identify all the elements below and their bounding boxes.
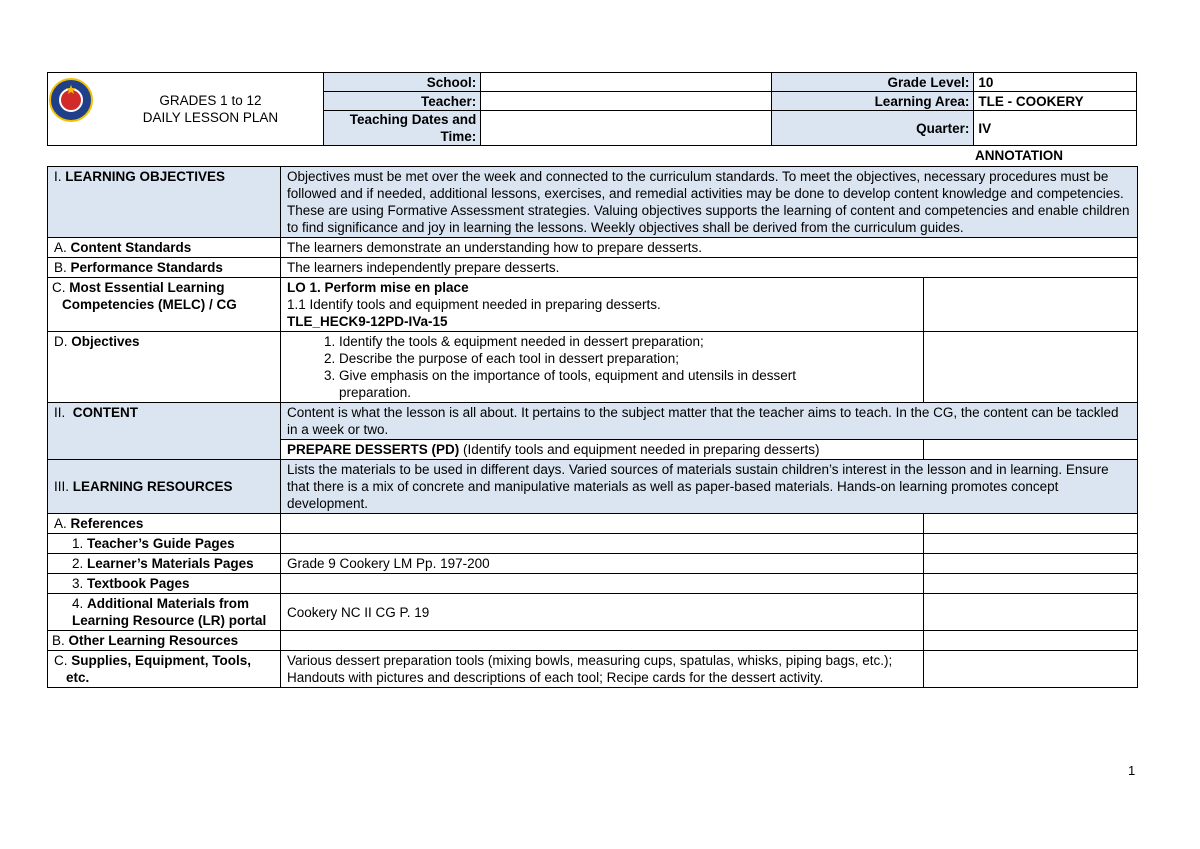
item-title: Most Essential Learning Competencies (MELC) / CG [62, 280, 237, 312]
seal-star-icon: ★ [65, 82, 77, 97]
learning-area-field[interactable]: TLE - COOKERY [974, 92, 1137, 111]
content-heading [48, 403, 281, 460]
performance-standards-label [48, 258, 281, 278]
resources-description: Lists the materials to be used in different days. Varied sources of materials sustain children’s interest in the lesson and in learning. Ensure that there is a mix of concrete and manipulative materials as well as paper-based materials. Hands-on learning promotes concept development. [281, 460, 1138, 514]
teacher-label: Teacher: [323, 92, 480, 111]
supplies-row [48, 651, 1138, 688]
header-table [47, 72, 1137, 146]
item-number: 1. [72, 536, 84, 551]
item-title: Performance Standards [70, 260, 223, 275]
item-title: References [70, 516, 144, 531]
grades-label: GRADES 1 to 12 [159, 93, 262, 108]
topic-detail: (Identify tools and equipment needed in preparing desserts) [463, 442, 820, 457]
item-number: 2. [72, 556, 84, 571]
melc-content [281, 278, 924, 332]
section-number: I. [54, 169, 62, 184]
competency-item: 1.1 Identify tools and equipment needed in preparing desserts. [287, 297, 661, 312]
teaching-dates-field[interactable] [481, 111, 772, 146]
content-row [48, 403, 1138, 440]
objectives-d-annotation[interactable] [924, 332, 1138, 403]
teachers-guide-label [48, 534, 281, 554]
supplies-annotation[interactable] [924, 651, 1138, 688]
item-letter: C. [54, 653, 68, 668]
item-letter: B. [52, 633, 65, 648]
item-number: 3. [72, 576, 84, 591]
lesson-plan-table [47, 166, 1137, 688]
item-letter: A. [54, 240, 67, 255]
item-title: Supplies, Equipment, Tools, etc. [66, 653, 252, 685]
objectives-d-row [48, 332, 1138, 403]
plan-label: DAILY LESSON PLAN [142, 110, 279, 125]
content-standards-text: The learners demonstrate an understanding how to prepare desserts. [281, 238, 1138, 258]
additional-materials-row [48, 594, 1138, 631]
item-title: Learner’s Materials Pages [87, 556, 254, 571]
other-resources-row [48, 631, 1138, 651]
textbook-label [48, 574, 281, 594]
supplies-label [48, 651, 281, 688]
textbook-row [48, 574, 1138, 594]
item-letter: A. [54, 516, 67, 531]
learners-materials-row [48, 554, 1138, 574]
school-label: School: [323, 73, 480, 92]
school-field[interactable] [481, 73, 772, 92]
teachers-guide-row [48, 534, 1138, 554]
section-number: III. [54, 479, 70, 494]
textbook-annotation[interactable] [924, 574, 1138, 594]
item-title: Objectives [71, 334, 140, 349]
other-resources-annotation[interactable] [924, 631, 1138, 651]
resources-row [48, 460, 1138, 514]
learners-materials-label [48, 554, 281, 574]
quarter-field[interactable]: IV [974, 111, 1137, 146]
performance-standards-row [48, 258, 1138, 278]
textbook-value[interactable] [281, 574, 924, 594]
section-title: CONTENT [72, 405, 139, 420]
melc-row [48, 278, 1138, 332]
learning-area-label: Learning Area: [771, 92, 973, 111]
deped-seal-logo [49, 78, 93, 122]
item-letter: B. [54, 260, 67, 275]
objectives-description: Objectives must be met over the week and connected to the curriculum standards. To meet the objectives, necessary procedures must be followed and if needed, additional lessons, exercises, and remedial activities may be done to develop content knowledge and competencies. These are using Formative Assessment strategies. Valuing objectives supports the learning of content and competencies and enable children to find significance and joy in learning the lessons. Weekly objectives shall be derived from the curriculum guides. [281, 167, 1138, 238]
melc-annotation[interactable] [924, 278, 1138, 332]
teachers-guide-value[interactable] [281, 534, 924, 554]
teacher-field[interactable] [481, 92, 772, 111]
page-number: 1 [1128, 763, 1136, 778]
supplies-value[interactable]: Various dessert preparation tools (mixing bowls, measuring cups, spatulas, whisks, piping bags, etc.); Handouts with pictures and descriptions of each tool; Recipe cards for the dessert activity. [281, 651, 924, 688]
references-value[interactable] [281, 514, 924, 534]
content-annotation[interactable] [924, 440, 1138, 460]
item-letter: C. [52, 280, 66, 295]
performance-standards-text: The learners independently prepare desserts. [281, 258, 1138, 278]
item-letter: D. [54, 334, 68, 349]
item-title: Textbook Pages [87, 576, 190, 591]
learners-materials-value[interactable]: Grade 9 Cookery LM Pp. 197-200 [281, 554, 924, 574]
objectives-row [48, 167, 1138, 238]
grade-level-label: Grade Level: [771, 73, 973, 92]
section-number: II. [54, 405, 66, 420]
content-topic [281, 440, 924, 460]
additional-materials-annotation[interactable] [924, 594, 1138, 631]
teachers-guide-annotation[interactable] [924, 534, 1138, 554]
header-block [47, 72, 1137, 144]
content-standards-row [48, 238, 1138, 258]
quarter-label: Quarter: [771, 111, 973, 146]
other-resources-value[interactable] [281, 631, 924, 651]
competency-code: TLE_HECK9-12PD-IVa-15 [287, 314, 448, 329]
objective-item: 3. Give emphasis on the importance of tools, equipment and utensils in dessert preparation. [339, 367, 917, 401]
section-title: LEARNING OBJECTIVES [65, 169, 226, 184]
references-row [48, 514, 1138, 534]
item-title: Teacher’s Guide Pages [87, 536, 235, 551]
teaching-dates-label: Teaching Dates and Time: [323, 111, 480, 146]
grade-level-field[interactable]: 10 [974, 73, 1137, 92]
melc-label [48, 278, 281, 332]
objective-item: 1. Identify the tools & equipment needed in dessert preparation; [339, 333, 917, 350]
objective-item: 2. Describe the purpose of each tool in dessert preparation; [339, 350, 917, 367]
annotation-heading: ANNOTATION [975, 148, 1063, 163]
references-annotation[interactable] [924, 514, 1138, 534]
topic-title: PREPARE DESSERTS (PD) [287, 442, 460, 457]
item-number: 4. [72, 596, 84, 611]
content-description: Content is what the lesson is all about. It pertains to the subject matter that the teacher aims to teach. In the CG, the content can be tackled in a week or two. [281, 403, 1138, 440]
objectives-d-list [281, 332, 924, 403]
content-standards-label [48, 238, 281, 258]
additional-materials-label [48, 594, 281, 631]
section-title: LEARNING RESOURCES [72, 479, 233, 494]
resources-heading [48, 460, 281, 514]
references-label [48, 514, 281, 534]
other-resources-label [48, 631, 281, 651]
objectives-d-label [48, 332, 281, 403]
item-title: Other Learning Resources [68, 633, 239, 648]
item-title: Content Standards [70, 240, 192, 255]
learners-materials-annotation[interactable] [924, 554, 1138, 574]
learning-outcome: LO 1. Perform mise en place [287, 280, 469, 295]
additional-materials-value[interactable]: Cookery NC II CG P. 19 [281, 594, 924, 631]
item-title: Additional Materials from Learning Resource (LR) portal [72, 596, 267, 628]
objectives-heading [48, 167, 281, 238]
